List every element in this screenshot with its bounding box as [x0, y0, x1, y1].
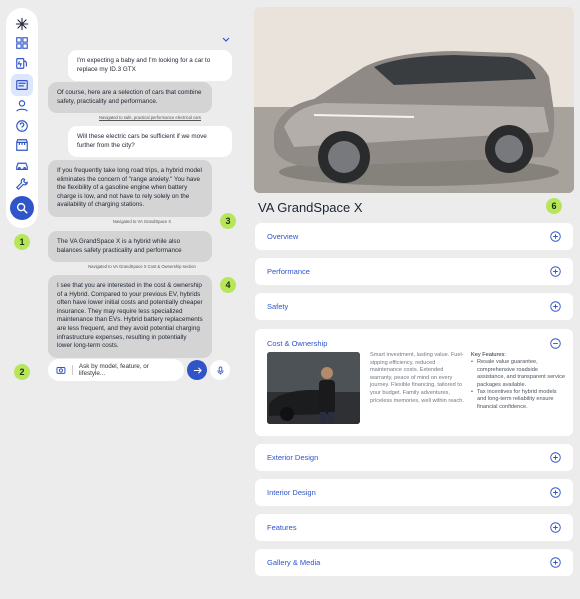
- key-feature-item: • Tax incentives for hybrid models and long-term reliability ensure financial confidence.: [471, 389, 567, 411]
- step-badge-2: 2: [14, 364, 30, 380]
- step-badge-3: 3: [220, 213, 236, 229]
- person-icon[interactable]: [9, 97, 35, 117]
- key-features: [471, 352, 567, 411]
- chat-input[interactable]: [48, 359, 184, 381]
- section-label: Overview: [267, 232, 299, 241]
- wrench-icon[interactable]: [9, 175, 35, 195]
- chevron-down-icon[interactable]: [221, 31, 231, 41]
- expand-plus-icon[interactable]: [550, 301, 561, 312]
- owner-with-car-photo: [267, 352, 360, 424]
- search-icon[interactable]: [10, 196, 34, 220]
- navigation-link[interactable]: Navigated to safe, practical performance electrical cars: [99, 115, 201, 120]
- navigation-status: Navigated to VA GrandSpace X Cost & Ownership section: [88, 264, 196, 269]
- chat-message-user: I'm expecting a baby and I'm looking for a car to replace my ID.3 GTX: [68, 50, 232, 81]
- asterisk-logo-icon[interactable]: [9, 14, 35, 34]
- step-badge-6: 6: [546, 198, 562, 214]
- cost-description: Smart investment, lasting value. Fuel-sipping efficiency, reduced maintenance costs. Extended warranty, peace of mind on every journey. Flexible financing, tailored to your budget. Family adventures, priceless memories, well within reach.: [370, 352, 464, 404]
- section-label: Features: [267, 523, 297, 532]
- key-feature-item: • Resale value guarantee, comprehensive roadside assistance, and transparent service packages available.: [471, 359, 567, 389]
- icon-rail: [6, 8, 38, 228]
- expand-plus-icon[interactable]: [550, 452, 561, 463]
- step-badge-1: 1: [14, 234, 30, 250]
- charging-station-icon[interactable]: [9, 53, 35, 73]
- section-label: Safety: [267, 302, 289, 311]
- section-label: Interior Design: [267, 488, 316, 497]
- chat-input-placeholder: Ask by model, feature, or lifestyle...: [78, 363, 149, 377]
- section-gallery-media[interactable]: [255, 549, 573, 576]
- section-exterior-design[interactable]: [255, 444, 573, 471]
- document-icon[interactable]: [11, 74, 33, 96]
- help-icon[interactable]: [9, 116, 35, 136]
- section-label: Performance: [267, 267, 310, 276]
- section-overview[interactable]: [255, 223, 573, 250]
- car-hero-image: [254, 7, 574, 193]
- chat-message-ai: Of course, here are a selection of cars that combine safety, practicality and performance.: [48, 82, 212, 113]
- chat-message-user: Will these electric cars be sufficient if we move further from the city?: [68, 126, 232, 157]
- collapse-minus-icon[interactable]: [550, 338, 561, 349]
- expand-plus-icon[interactable]: [550, 231, 561, 242]
- section-performance[interactable]: [255, 258, 573, 285]
- step-badge-4: 4: [220, 277, 236, 293]
- chat-message-ai: If you frequently take long road trips, a hybrid model eliminates the concern of "range anxiety." You have the flexibility of a gasoline engine when battery charge is low, and not have to rely solely on the availability of charging stations.: [48, 160, 212, 217]
- car-icon[interactable]: [9, 155, 35, 175]
- key-features-title: Key Features:: [471, 352, 506, 358]
- section-label[interactable]: Cost & Ownership: [267, 339, 328, 348]
- section-label: Exterior Design: [267, 453, 319, 462]
- expand-plus-icon[interactable]: [550, 557, 561, 568]
- camera-icon[interactable]: [56, 365, 66, 375]
- section-features[interactable]: [255, 514, 573, 541]
- microphone-button[interactable]: [210, 360, 230, 380]
- grid-icon[interactable]: [9, 34, 35, 54]
- section-safety[interactable]: [255, 293, 573, 320]
- section-interior-design[interactable]: [255, 479, 573, 506]
- store-icon[interactable]: [9, 136, 35, 156]
- section-cost-ownership: [255, 329, 573, 436]
- vehicle-title: VA GrandSpace X: [258, 200, 363, 215]
- expand-plus-icon[interactable]: [550, 487, 561, 498]
- navigation-status: Navigated to VA GrandSpace X: [112, 219, 172, 224]
- expand-plus-icon[interactable]: [550, 522, 561, 533]
- chat-message-ai: The VA GrandSpace X is a hybrid while also balances safety practicality and performance: [48, 231, 212, 262]
- expand-plus-icon[interactable]: [550, 266, 561, 277]
- section-label: Gallery & Media: [267, 558, 321, 567]
- chat-message-ai: I see that you are interested in the cost & ownership of a Hybrid. Compared to your previous EV, hybrids often have lower initial costs and potentially cheaper insurance. They may require less specialized maintenance than EVs. Hybrid battery replacements are less frequent, and they avoid potential charging infrastructure expenses, resulting in potentially lower long-term costs.: [48, 275, 212, 358]
- divider: [72, 365, 73, 375]
- send-button[interactable]: [187, 360, 207, 380]
